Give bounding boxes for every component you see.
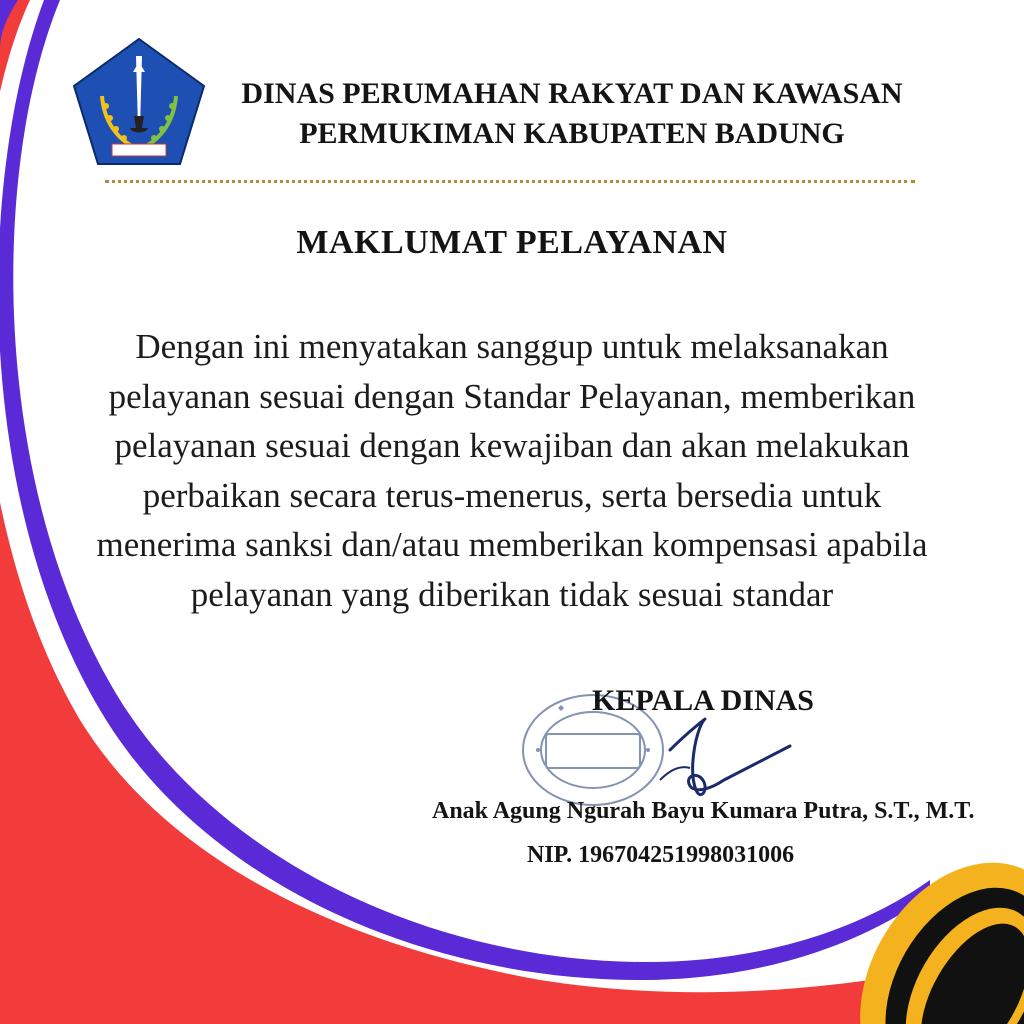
statement-line: pelayanan yang diberikan tidak sesuai standar <box>190 574 834 614</box>
agency-name-line-1: DINAS PERUMAHAN RAKYAT DAN KAWASAN <box>241 77 903 110</box>
signer-name: Anak Agung Ngurah Bayu Kumara Putra, S.T., M.T. <box>432 798 975 824</box>
badung-regency-emblem-icon <box>70 36 208 168</box>
agency-name <box>222 74 922 154</box>
agency-name-line-2: PERMUKIMAN KABUPATEN BADUNG <box>299 117 845 150</box>
statement-line: menerima sanksi dan/atau memberikan kompensasi apabila <box>96 525 928 564</box>
signer-role: KEPALA DINAS <box>592 684 814 717</box>
statement-line: pelayanan sesuai dengan kewajiban dan akan melakukan <box>114 426 910 465</box>
statement-line: perbaikan secara terus-menerus, serta bersedia untuk <box>142 475 882 515</box>
handwritten-signature-icon <box>600 710 800 810</box>
service-statement <box>40 322 984 619</box>
statement-line: pelayanan sesuai dengan Standar Pelayanan, memberikan <box>108 376 916 416</box>
signer-nip: NIP. 196704251998031006 <box>527 842 795 868</box>
header-divider <box>105 180 915 183</box>
document-title: MAKLUMAT PELAYANAN <box>296 224 728 261</box>
statement-line: Dengan ini menyatakan sanggup untuk melaksanakan <box>135 327 889 366</box>
